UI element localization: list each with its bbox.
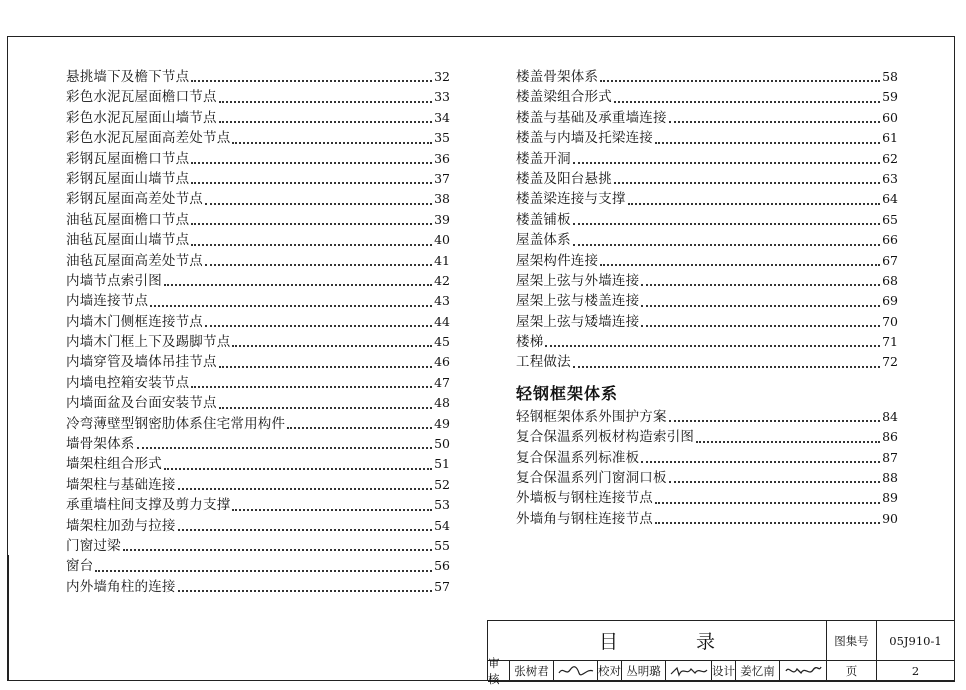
- toc-leader-dots: [191, 386, 432, 388]
- toc-entry-title: 复合保温系列标准板: [516, 449, 640, 466]
- toc-entry: [66, 312, 450, 332]
- toc-entry-title: 屋架上弦与楼盖连接: [516, 293, 640, 310]
- toc-entry-title: 内墙木门侧框连接节点: [66, 313, 203, 330]
- toc-entry-page: 63: [882, 170, 898, 186]
- toc-entry-page: 43: [434, 293, 450, 309]
- toc-entry-page: 49: [434, 415, 450, 431]
- toc-entry-page: 40: [434, 232, 450, 248]
- toc-entry-title: 复合保温系列门窗洞口板: [516, 470, 667, 487]
- toc-entry-title: 彩色水泥瓦屋面山墙节点: [66, 109, 217, 126]
- toc-entry-page: 34: [434, 109, 450, 125]
- toc-entry-title: 楼盖开洞: [516, 150, 571, 167]
- toc-entry: [516, 251, 898, 271]
- toc-entry-title: 内墙木门框上下及踢脚节点: [66, 334, 231, 351]
- toc-leader-dots: [232, 345, 432, 347]
- toc-leader-dots: [178, 529, 432, 531]
- toc-entry-page: 89: [882, 490, 898, 506]
- toc-entry-title: 油毡瓦屋面檐口节点: [66, 211, 190, 228]
- toc-leader-dots: [614, 101, 880, 103]
- toc-leader-dots: [219, 366, 432, 368]
- toc-leader-dots: [628, 203, 880, 205]
- toc-entry-page: 47: [434, 374, 450, 390]
- toc-entry: [516, 407, 898, 427]
- toc-entry-title: 墙骨架体系: [66, 436, 135, 453]
- toc-leader-dots: [641, 461, 880, 463]
- page-label: 页: [827, 661, 877, 682]
- toc-entry-title: 悬挑墙下及檐下节点: [66, 68, 190, 85]
- toc-entry-title: 屋架上弦与外墙连接: [516, 272, 640, 289]
- toc-leader-dots: [191, 182, 432, 184]
- toc-entry-title: 内墙连接节点: [66, 293, 149, 310]
- toc-leader-dots: [219, 407, 432, 409]
- toc-leader-dots: [287, 427, 432, 429]
- toc-entry-title: 窗台: [66, 558, 94, 575]
- checker-signature: [666, 661, 712, 682]
- toc-entry-title: 楼盖及阳台悬挑: [516, 170, 612, 187]
- toc-entry-page: 60: [882, 109, 898, 125]
- toc-entry: [516, 291, 898, 311]
- toc-entry: [66, 291, 450, 311]
- toc-entry-page: 35: [434, 130, 450, 146]
- toc-leader-dots: [573, 366, 880, 368]
- toc-entry-page: 37: [434, 170, 450, 186]
- toc-entry: [66, 516, 450, 536]
- toc-leader-dots: [655, 142, 880, 144]
- design-label: 设计: [712, 661, 736, 682]
- toc-entry-page: 87: [882, 449, 898, 465]
- toc-entry: [66, 434, 450, 454]
- toc-entry: [516, 509, 898, 529]
- toc-entry: [66, 67, 450, 87]
- toc-leader-dots: [669, 481, 880, 483]
- toc-entry: [516, 312, 898, 332]
- toc-leader-dots: [641, 305, 880, 307]
- toc-entry-page: 65: [882, 211, 898, 227]
- toc-entry-title: 承重墙柱间支撑及剪力支撑: [66, 497, 231, 514]
- toc-entry-title: 外墙板与钢柱连接节点: [516, 490, 653, 507]
- toc-entry: [66, 128, 450, 148]
- toc-entry-page: 58: [882, 68, 898, 84]
- toc-leader-dots: [191, 244, 432, 246]
- toc-entry: [516, 169, 898, 189]
- toc-leader-dots: [600, 264, 880, 266]
- toc-entry-title: 彩钢瓦屋面山墙节点: [66, 170, 190, 187]
- reviewer-signature: [554, 661, 598, 682]
- toc-leader-dots: [191, 80, 432, 82]
- toc-entry-title: 墙架柱加劲与拉接: [66, 517, 176, 534]
- toc-entry-page: 41: [434, 252, 450, 268]
- toc-entry-page: 57: [434, 578, 450, 594]
- toc-entry-title: 内墙穿管及墙体吊挂节点: [66, 354, 217, 371]
- toc-entry-title: 楼盖梁连接与支撑: [516, 191, 626, 208]
- toc-leader-dots: [123, 549, 432, 551]
- toc-entry-title: 楼盖与内墙及托梁连接: [516, 130, 653, 147]
- toc-leader-dots: [696, 441, 880, 443]
- toc-entry-title: 门窗过梁: [66, 537, 121, 554]
- toc-leader-dots: [669, 420, 880, 422]
- designer-signature: [780, 661, 827, 682]
- toc-entry: [516, 128, 898, 148]
- toc-entry-title: 楼盖梁组合形式: [516, 89, 612, 106]
- toc-entry-page: 52: [434, 476, 450, 492]
- check-label: 校对: [598, 661, 622, 682]
- toc-entry-title: 墙架柱与基础连接: [66, 476, 176, 493]
- atlas-number-value: 05J910-1: [877, 621, 955, 661]
- toc-entry-title: 屋架构件连接: [516, 252, 599, 269]
- toc-entry: [66, 556, 450, 576]
- toc-entry-page: 64: [882, 191, 898, 207]
- toc-right-column: [516, 67, 898, 529]
- toc-entry-page: 90: [882, 510, 898, 526]
- toc-entry: [66, 373, 450, 393]
- toc-entry-page: 68: [882, 272, 898, 288]
- toc-section-list: [516, 407, 898, 529]
- toc-leader-dots: [205, 203, 432, 205]
- toc-entry: [66, 332, 450, 352]
- toc-entry-page: 44: [434, 313, 450, 329]
- toc-entry-title: 复合保温系列板材构造索引图: [516, 429, 695, 446]
- designer-name: 姜忆南: [736, 661, 780, 682]
- toc-entry: [66, 577, 450, 597]
- toc-leader-dots: [655, 522, 880, 524]
- toc-entry: [66, 189, 450, 209]
- toc-entry-title: 内外墙角柱的连接: [66, 578, 176, 595]
- toc-entry-title: 内墙节点索引图: [66, 272, 162, 289]
- toc-entry: [66, 495, 450, 515]
- toc-right-list: [516, 67, 898, 373]
- frame-edge-mark: [7, 555, 9, 681]
- section-heading: 轻钢框架体系: [516, 383, 619, 403]
- toc-leader-dots: [669, 121, 880, 123]
- toc-entry: [66, 271, 450, 291]
- title-block-title: 目录: [488, 621, 827, 661]
- toc-entry: [66, 251, 450, 271]
- toc-leader-dots: [164, 468, 432, 470]
- toc-entry-page: 48: [434, 395, 450, 411]
- toc-entry: [516, 67, 898, 87]
- toc-entry: [66, 414, 450, 434]
- toc-entry: [66, 475, 450, 495]
- toc-leader-dots: [219, 121, 432, 123]
- toc-entry-title: 冷弯薄壁型钢密肋体系住宅常用构件: [66, 415, 286, 432]
- toc-entry-page: 51: [434, 456, 450, 472]
- toc-entry-page: 84: [882, 408, 898, 424]
- toc-entry: [66, 108, 450, 128]
- toc-entry-page: 55: [434, 537, 450, 553]
- toc-leader-dots: [205, 264, 432, 266]
- atlas-number-label: 图集号: [827, 621, 877, 661]
- toc-leader-dots: [178, 590, 432, 592]
- checker-name: 丛明璐: [622, 661, 666, 682]
- reviewer-name: 张树君: [510, 661, 554, 682]
- toc-entry: [516, 448, 898, 468]
- title-block: [487, 620, 955, 686]
- toc-entry: [516, 210, 898, 230]
- toc-entry-title: 楼盖铺板: [516, 211, 571, 228]
- toc-entry-page: 32: [434, 68, 450, 84]
- toc-leader-dots: [614, 182, 880, 184]
- toc-entry-title: 轻钢框架体系外围护方案: [516, 408, 667, 425]
- toc-entry: [516, 149, 898, 169]
- toc-entry-page: 33: [434, 89, 450, 105]
- toc-leader-dots: [219, 101, 432, 103]
- toc-leader-dots: [205, 325, 432, 327]
- toc-entry: [66, 393, 450, 413]
- toc-entry: [516, 230, 898, 250]
- toc-entry: [66, 169, 450, 189]
- toc-leader-dots: [600, 80, 880, 82]
- toc-entry: [66, 352, 450, 372]
- toc-leader-dots: [573, 162, 880, 164]
- toc-entry-page: 67: [882, 252, 898, 268]
- toc-entry-title: 内墙面盆及台面安装节点: [66, 395, 217, 412]
- toc-leader-dots: [655, 502, 880, 504]
- toc-entry-page: 42: [434, 272, 450, 288]
- toc-entry-title: 屋架上弦与矮墙连接: [516, 313, 640, 330]
- toc-entry-title: 内墙电控箱安装节点: [66, 374, 190, 391]
- toc-entry: [516, 488, 898, 508]
- toc-leader-dots: [573, 244, 880, 246]
- toc-entry-title: 油毡瓦屋面山墙节点: [66, 232, 190, 249]
- toc-entry-title: 工程做法: [516, 354, 571, 371]
- toc-leader-dots: [573, 223, 880, 225]
- toc-leader-dots: [641, 325, 880, 327]
- toc-entry-page: 62: [882, 150, 898, 166]
- review-label: 审核: [488, 661, 510, 682]
- toc-entry: [66, 536, 450, 556]
- toc-entry: [516, 468, 898, 488]
- toc-entry-page: 53: [434, 497, 450, 513]
- toc-entry: [516, 352, 898, 372]
- toc-leader-dots: [95, 570, 432, 572]
- toc-entry-title: 屋盖体系: [516, 232, 571, 249]
- toc-leader-dots: [191, 223, 432, 225]
- toc-entry: [66, 210, 450, 230]
- toc-entry: [516, 427, 898, 447]
- toc-entry-page: 50: [434, 436, 450, 452]
- toc-entry-title: 墙架柱组合形式: [66, 456, 162, 473]
- toc-entry-title: 彩色水泥瓦屋面檐口节点: [66, 89, 217, 106]
- toc-entry-page: 36: [434, 150, 450, 166]
- toc-entry: [66, 230, 450, 250]
- toc-entry: [66, 149, 450, 169]
- toc-entry: [516, 108, 898, 128]
- toc-entry-page: 88: [882, 470, 898, 486]
- toc-entry-page: 59: [882, 89, 898, 105]
- toc-entry-page: 71: [882, 334, 898, 350]
- toc-leader-dots: [178, 488, 432, 490]
- toc-entry-title: 外墙角与钢柱连接节点: [516, 510, 653, 527]
- toc-leader-dots: [545, 345, 880, 347]
- toc-entry-page: 39: [434, 211, 450, 227]
- toc-leader-dots: [150, 305, 432, 307]
- toc-entry-page: 69: [882, 293, 898, 309]
- toc-entry-title: 油毡瓦屋面高差处节点: [66, 252, 203, 269]
- toc-entry-page: 61: [882, 130, 898, 146]
- toc-entry-page: 56: [434, 558, 450, 574]
- toc-left-column: [66, 67, 450, 597]
- toc-entry-title: 彩钢瓦屋面高差处节点: [66, 191, 203, 208]
- toc-leader-dots: [641, 284, 880, 286]
- page-value: 2: [877, 661, 955, 682]
- toc-entry-page: 45: [434, 334, 450, 350]
- toc-leader-dots: [164, 284, 432, 286]
- toc-entry-title: 彩钢瓦屋面檐口节点: [66, 150, 190, 167]
- toc-entry-page: 86: [882, 429, 898, 445]
- toc-entry-page: 54: [434, 517, 450, 533]
- toc-entry: [516, 271, 898, 291]
- toc-entry-page: 46: [434, 354, 450, 370]
- toc-entry: [66, 454, 450, 474]
- toc-leader-dots: [232, 142, 432, 144]
- toc-entry: [516, 189, 898, 209]
- toc-entry-page: 70: [882, 313, 898, 329]
- toc-entry-title: 彩色水泥瓦屋面高差处节点: [66, 130, 231, 147]
- toc-entry: [516, 87, 898, 107]
- toc-entry-title: 楼梯: [516, 334, 544, 351]
- toc-entry-page: 72: [882, 354, 898, 370]
- toc-leader-dots: [232, 509, 432, 511]
- toc-entry: [66, 87, 450, 107]
- toc-leader-dots: [191, 162, 432, 164]
- toc-leader-dots: [137, 447, 433, 449]
- toc-entry: [516, 332, 898, 352]
- toc-entry-title: 楼盖与基础及承重墙连接: [516, 109, 667, 126]
- toc-entry-page: 38: [434, 191, 450, 207]
- toc-entry-page: 66: [882, 232, 898, 248]
- toc-entry-title: 楼盖骨架体系: [516, 68, 599, 85]
